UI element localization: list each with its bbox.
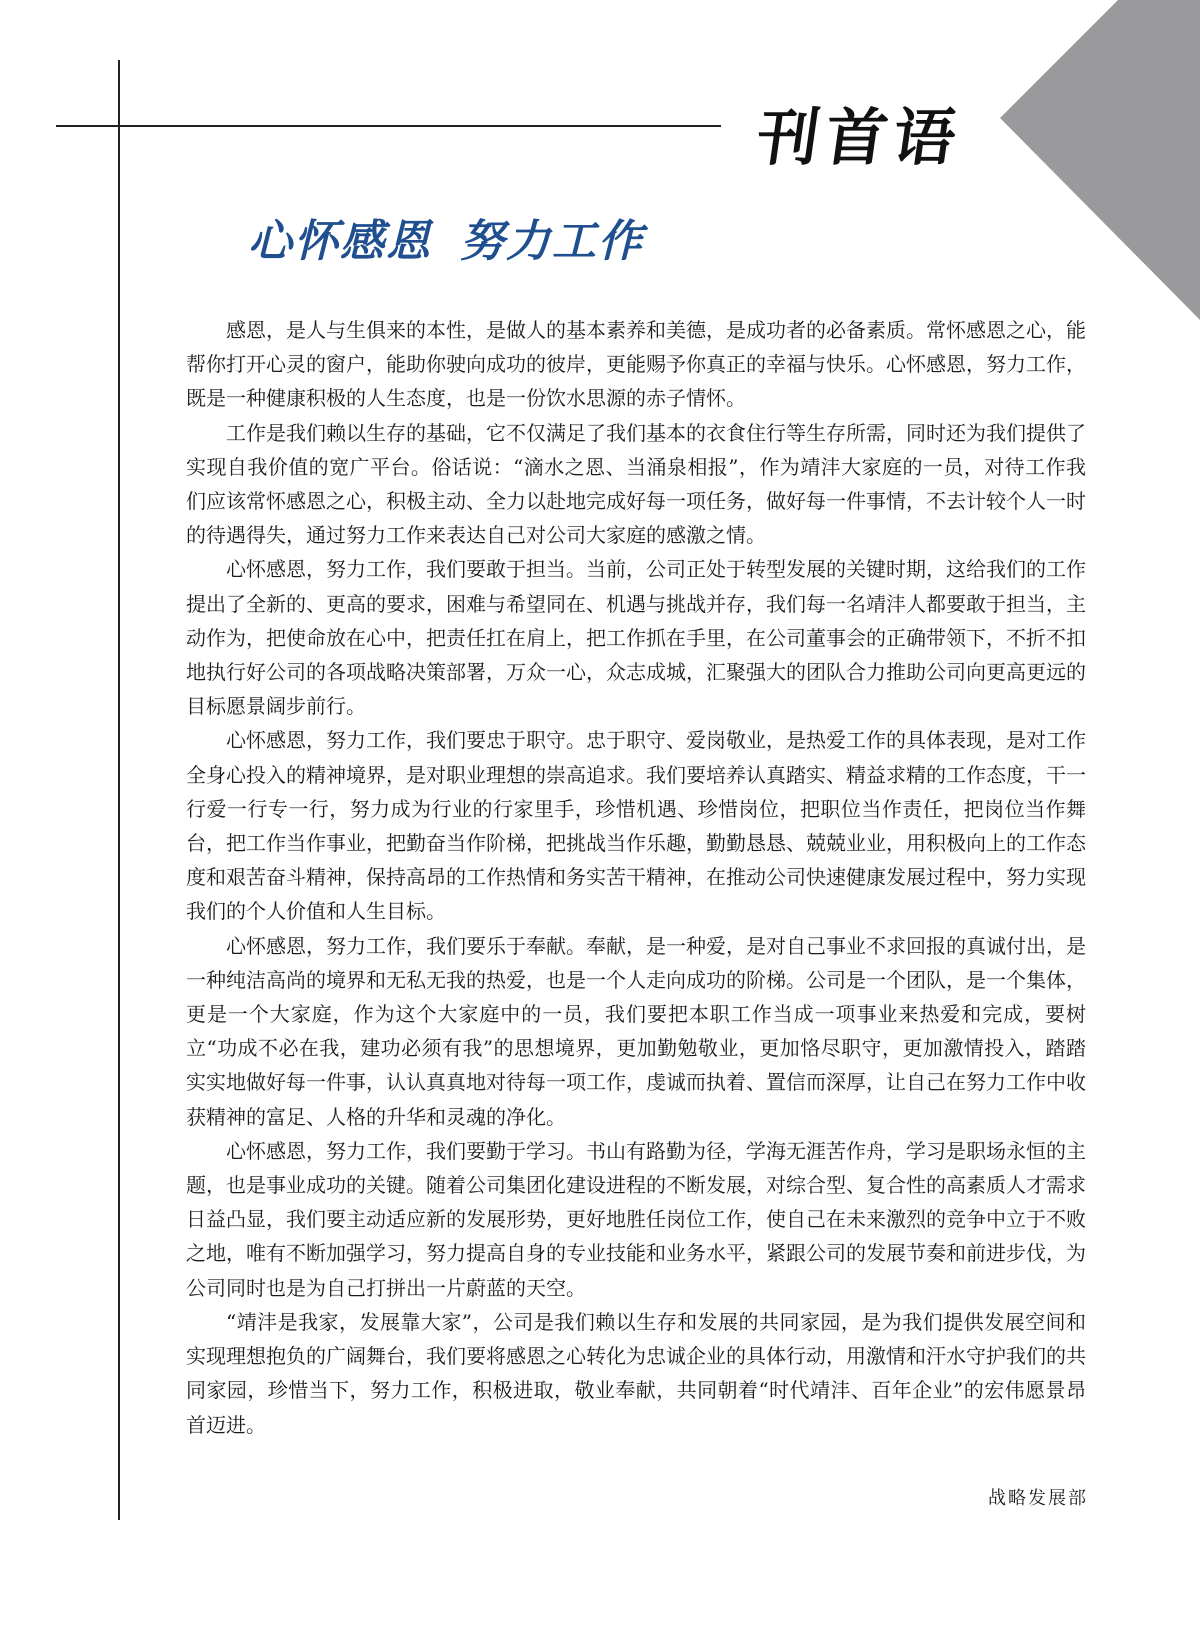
horizontal-rule — [56, 125, 721, 127]
paragraph-1: 感恩，是人与生俱来的本性，是做人的基本素养和美德，是成功者的必备素质。常怀感恩之心，能帮你打开心灵的窗户，能助你驶向成功的彼岸，更能赐予你真正的幸福与快乐。心怀感恩，努力工作，既是一种健康积极的人生态度，也是一份饮水思源的赤子情怀。 — [186, 318, 1086, 411]
paragraph-4: 心怀感恩，努力工作，我们要忠于职守。忠于职守、爱岗敬业，是热爱工作的具体表现，是对工作全身心投入的精神境界，是对职业理想的崇高追求。我们要培养认真踏实、精益求精的工作态度，干一行爱一行专一行，努力成为行业的行家里手，珍惜机遇、珍惜岗位，把职位当作责任，把岗位当作舞台，把工作当作事业，把勤奋当作阶梯，把挑战当作乐趣，勤勤恳恳、兢兢业业，用积极向上的工作态度和艰苦奋斗精神，保持高昂的工作热情和务实苦干精神，在推动公司快速健康发展过程中，努力实现我们的个人价值和人生目标。 — [186, 728, 1086, 924]
article-title — [248, 205, 644, 269]
corner-triangle-decoration — [1000, 0, 1200, 320]
article-title-part1: 心怀感恩 — [248, 216, 432, 267]
paragraph-3: 心怀感恩，努力工作，我们要敢于担当。当前，公司正处于转型发展的关键时期，这给我们的工作提出了全新的、更高的要求，困难与希望同在、机遇与挑战并存，我们每一名靖沣人都要敢于担当，主动作为，把使命放在心中，把责任扛在肩上，把工作抓在手里，在公司董事会的正确带领下，不折不扣地执行好公司的各项战略决策部署，万众一心，众志成城，汇聚强大的团队合力推助公司向更高更远的目标愿景阔步前行。 — [186, 557, 1086, 719]
paragraph-7: “靖沣是我家，发展靠大家”，公司是我们赖以生存和发展的共同家园，是为我们提供发展空间和实现理想抱负的广阔舞台，我们要将感恩之心转化为忠诚企业的具体行动，用激情和汗水守护我们的共同家园，珍惜当下，努力工作，积极进取，敬业奉献，共同朝着“时代靖沣、百年企业”的宏伟愿景昂首迈进。 — [186, 1309, 1086, 1437]
vertical-rule — [118, 60, 120, 1520]
paragraph-2: 工作是我们赖以生存的基础，它不仅满足了我们基本的衣食住行等生存所需，同时还为我们提供了实现自我价值的宽广平台。俗话说：“滴水之恩、当涌泉相报”，作为靖沣大家庭的一员，对待工作我们应该常怀感恩之心，积极主动、全力以赴地完成好每一项任务，做好每一件事情，不去计较个人一时的待遇得失，通过努力工作来表达自己对公司大家庭的感激之情。 — [186, 420, 1086, 548]
article-body — [186, 313, 1086, 1442]
signature: 战略发展部 — [988, 1488, 1088, 1509]
column-label: 刊首语 — [752, 101, 967, 174]
paragraph-6: 心怀感恩，努力工作，我们要勤于学习。书山有路勤为径，学海无涯苦作舟，学习是职场永恒的主题，也是事业成功的关键。随着公司集团化建设进程的不断发展，对综合型、复合性的高素质人才需求日益凸显，我们要主动适应新的发展形势，更好地胜任岗位工作，使自己在未来激烈的竞争中立于不败之地，唯有不断加强学习，努力提高自身的专业技能和业务水平，紧跟公司的发展节奏和前进步伐，为公司同时也是为自己打拼出一片蔚蓝的天空。 — [186, 1138, 1086, 1300]
article-title-part2: 努力工作 — [460, 216, 644, 267]
paragraph-5: 心怀感恩，努力工作，我们要乐于奉献。奉献，是一种爱，是对自己事业不求回报的真诚付出，是一种纯洁高尚的境界和无私无我的热爱，也是一个人走向成功的阶梯。公司是一个团队，是一个集体，更是一个大家庭，作为这个大家庭中的一员，我们要把本职工作当成一项事业来热爱和完成，要树立“功成不必在我，建功必须有我”的思想境界，更加勤勉敬业，更加恪尽职守，更加激情投入，踏踏实实地做好每一件事，认认真真地对待每一项工作，虔诚而执着、置信而深厚，让自己在努力工作中收获精神的富足、人格的升华和灵魂的净化。 — [186, 933, 1086, 1129]
